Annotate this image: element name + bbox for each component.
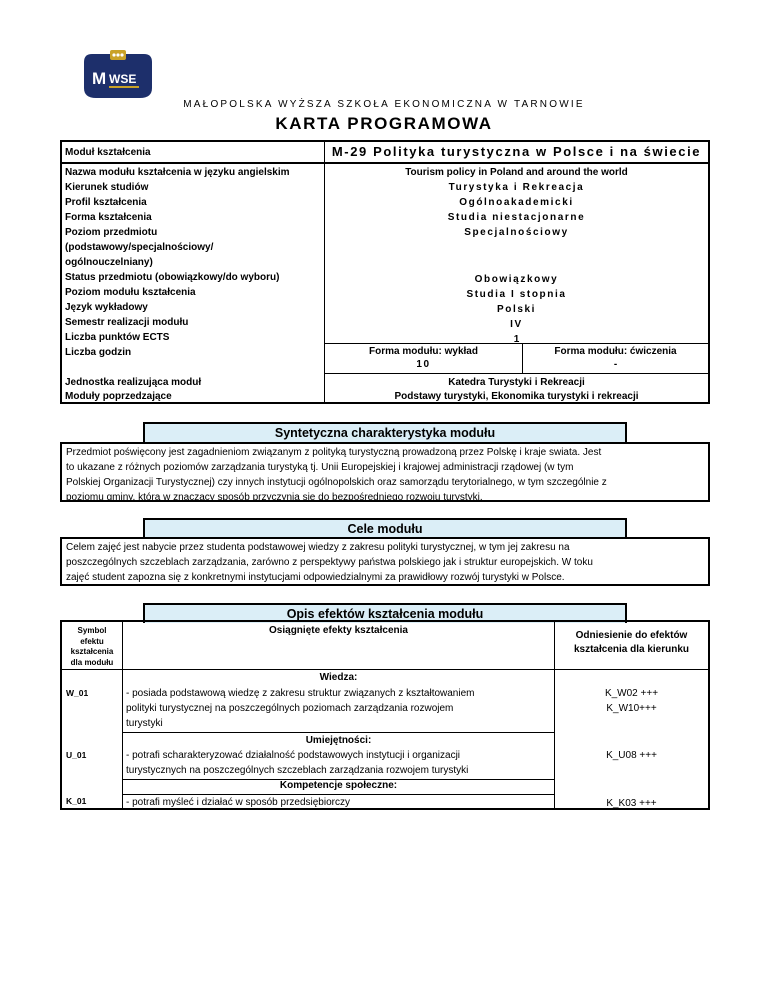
school-logo <box>78 48 158 104</box>
label-status: Status przedmiotu (obowiązkowy/do wyboru) <box>65 272 280 283</box>
value-english-name: Tourism policy in Poland and around the world <box>405 167 628 178</box>
logo-text: WSE <box>109 72 137 86</box>
module-label: Moduł kształcenia <box>65 147 151 158</box>
goals-body <box>60 537 710 586</box>
label-profile: Profil kształcenia <box>65 197 147 208</box>
value-subject-level: Specjalnościowy <box>464 227 569 238</box>
value-ects: 1 <box>513 334 520 345</box>
label-subject-level-line2: (podstawowy/specjalnościowy/ <box>65 242 214 253</box>
label-english-name: Nazwa modułu kształcenia w języku angielskim <box>65 167 290 178</box>
effect-k01: - potrafi myśleć i działać w sposób przedsiębiorczy <box>126 797 350 808</box>
symbol-w01: W_01 <box>66 688 89 698</box>
logo-letter: M <box>92 69 107 88</box>
group-heading-skills: Umiejętności: <box>305 735 372 746</box>
synthetic-line: Polskiej Organizacji Turystycznej) czy innych instytucji ogólnopolskich oraz samorządu terytorialnego, w tym szczególnie z <box>66 477 607 488</box>
lecture-label: Forma modułu: wykład <box>369 346 478 357</box>
header-effects: Osiągnięte efekty kształcenia <box>269 625 408 636</box>
effect-w01: - posiada podstawową wiedzę z zakresu struktur związanych z kształtowaniem polityki turystycznej na poszczególnych poziomach zarządzania rozwojem turystyki <box>126 688 475 729</box>
label-unit: Jednostka realizująca moduł <box>65 377 202 388</box>
value-language: Polski <box>496 304 537 315</box>
value-status: Obowiązkowy <box>474 274 559 285</box>
value-unit: Katedra Turystyki i Rekreacji <box>448 377 585 388</box>
ref-w01: K_W02 +++ K_W10+++ <box>604 688 659 714</box>
label-language: Język wykładowy <box>65 302 148 313</box>
module-info-table <box>60 140 710 404</box>
label-ects: Liczba punktów ECTS <box>65 332 170 343</box>
synthetic-line: poziomu gminy, która w znaczący sposób przyczynia się do bezpośredniego rozwoju turystyki. <box>66 492 483 503</box>
synthetic-line: Przedmiot poświęcony jest zagadnieniom związanym z polityką turystyczną prowadzoną przez Polskę i kraje swiata. Jest <box>66 447 602 458</box>
effect-u01: - potrafi scharakteryzować działalność podstawowych instytucji i organizacji turystycznych na poszczególnych szczeblach zarządzania rozwojem turystyki <box>126 750 469 776</box>
value-prerequisites: Podstawy turystyki, Ekonomika turystyki i rekreacji <box>394 391 639 402</box>
lecture-hours: 10 <box>416 359 431 370</box>
module-name: M-29 Polityka turystyczna w Polsce i na świecie <box>331 144 702 159</box>
goals-line: Celem zajęć jest nabycie przez studenta podstawowej wiedzy z zakresu polityki turystycznej, w tym jej zakresu na <box>66 542 570 553</box>
symbol-u01: U_01 <box>66 750 87 760</box>
school-name: MAŁOPOLSKA WYŻSZA SZKOŁA EKONOMICZNA W TARNOWIE <box>183 99 585 110</box>
header-symbol: Symbol efektu kształcenia dla modułu <box>70 626 114 667</box>
ref-u01: K_U08 +++ <box>606 750 657 761</box>
value-field-of-study: Turystyka i Rekreacja <box>448 182 585 193</box>
document-title: KARTA PROGRAMOWA <box>275 114 493 133</box>
value-semester: IV <box>510 319 523 330</box>
label-prerequisites: Moduły poprzedzające <box>65 391 172 402</box>
label-subject-level-line3: ogólnouczelniany) <box>65 257 153 268</box>
ref-k01: K_K03 +++ <box>606 798 657 809</box>
label-subject-level-line1: Poziom przedmiotu <box>65 227 158 238</box>
goals-line: zajęć student zapozna się z konkretnymi instytucjami odpowiedzialnymi za prawidłowy rozwój turystyki w Polsce. <box>66 572 565 583</box>
group-heading-knowledge: Wiedza: <box>319 672 358 683</box>
label-module-level: Poziom modułu kształcenia <box>65 287 196 298</box>
value-study-form: Studia niestacjonarne <box>447 212 586 223</box>
goals-line: poszczególnych szczeblach zarządzania, zarówno z perspektywy państwa polskiego jak i struktur europejskich. W toku <box>66 557 593 568</box>
label-field-of-study: Kierunek studiów <box>65 182 149 193</box>
effects-table <box>60 620 710 810</box>
value-module-level: Studia I stopnia <box>466 289 567 300</box>
header-reference: Odniesienie do efektów kształcenia dla kierunku <box>573 630 690 655</box>
label-study-form: Forma kształcenia <box>65 212 152 223</box>
label-semester: Semestr realizacji modułu <box>65 317 189 328</box>
effects-title: Opis efektów kształcenia modułu <box>145 605 625 623</box>
synthetic-body <box>60 442 710 502</box>
group-heading-competences: Kompetencje społeczne: <box>279 780 398 791</box>
synthetic-title: Syntetyczna charakterystyka modułu <box>145 424 625 442</box>
label-hours: Liczba godzin <box>65 347 132 358</box>
symbol-k01: K_01 <box>66 796 87 806</box>
exercise-hours: - <box>613 359 618 370</box>
value-profile: Ogólnoakademicki <box>459 197 574 208</box>
exercise-label: Forma modułu: ćwiczenia <box>554 346 677 357</box>
goals-title: Cele modułu <box>145 520 625 538</box>
synthetic-line: to ukazane z różnych poziomów zarządzania turystyką tj. Unii Europejskiej i krajowej administracji rządowej (w tym <box>66 462 574 473</box>
